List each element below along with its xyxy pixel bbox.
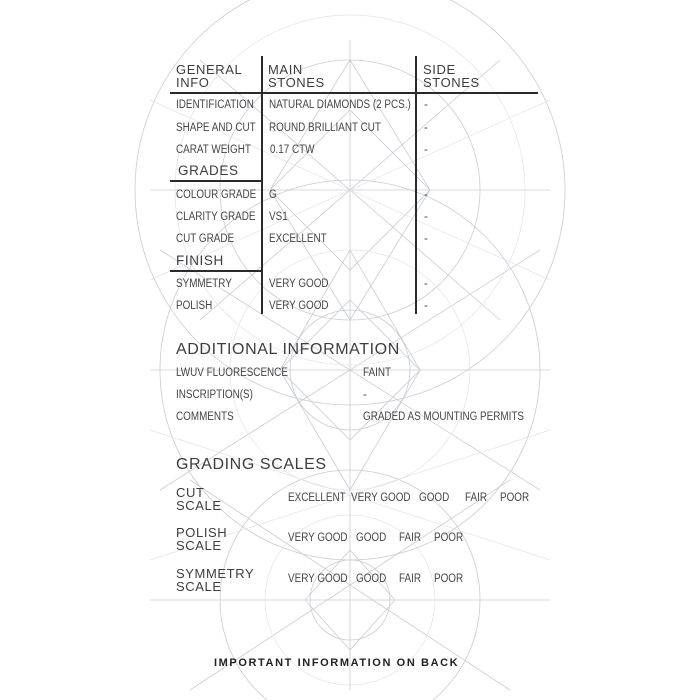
row-label-polish: POLISH [176, 300, 213, 312]
row-main-polish: VERY GOOD [269, 300, 329, 312]
finish-heading: FINISH [176, 253, 224, 268]
grades-heading: GRADES [178, 163, 239, 178]
row-side-polish: - [424, 300, 428, 312]
row-side-cut-grade: - [424, 233, 428, 245]
cut-scale-very-good: VERY GOOD [351, 492, 411, 504]
cut-scale-fair: FAIR [465, 492, 487, 504]
cut-scale-label: CUT SCALE [176, 485, 222, 513]
important-information-footer: IMPORTANT INFORMATION ON BACK [214, 657, 460, 669]
row-label-lwuv-fluorescence: LWUV FLUORESCENCE [176, 367, 288, 379]
row-side-carat-weight: - [424, 144, 428, 156]
grading-scales-heading: GRADING SCALES [176, 456, 327, 473]
row-label-shape-and-cut: SHAPE AND CUT [176, 122, 256, 134]
row-main-shape-and-cut: ROUND BRILLIANT CUT [269, 122, 381, 134]
symmetry-scale-good: GOOD [356, 573, 387, 585]
row-label-carat-weight: CARAT WEIGHT [176, 144, 251, 156]
row-value-comments: GRADED AS MOUNTING PERMITS [363, 411, 525, 423]
row-label-clarity-grade: CLARITY GRADE [176, 211, 256, 223]
row-main-cut-grade: EXCELLENT [269, 233, 327, 245]
row-value-inscriptions: - [363, 389, 367, 401]
column-divider-main [261, 56, 263, 314]
row-main-clarity-grade: VS1 [269, 211, 288, 223]
row-label-inscriptions: INSCRIPTION(S) [176, 389, 253, 401]
row-label-symmetry: SYMMETRY [176, 278, 232, 290]
header-general-info: GENERAL INFO [176, 62, 243, 90]
polish-scale-poor: POOR [434, 532, 464, 544]
polish-scale-very-good: VERY GOOD [288, 532, 348, 544]
cut-scale-excellent: EXCELLENT [288, 492, 346, 504]
symmetry-scale-very-good: VERY GOOD [288, 573, 348, 585]
row-side-symmetry: - [424, 278, 428, 290]
header-underline [170, 92, 538, 94]
symmetry-scale-fair: FAIR [399, 573, 421, 585]
row-value-lwuv-fluorescence: FAINT [363, 367, 392, 379]
row-label-identification: IDENTIFICATION [176, 99, 254, 111]
row-side-shape-and-cut: - [424, 122, 428, 134]
finish-underline [170, 270, 262, 272]
cut-scale-good: GOOD [419, 492, 450, 504]
row-main-symmetry: VERY GOOD [269, 278, 329, 290]
row-label-comments: COMMENTS [176, 411, 234, 423]
additional-information-heading: ADDITIONAL INFORMATION [176, 341, 400, 358]
polish-scale-good: GOOD [356, 532, 387, 544]
row-side-identification: - [424, 99, 428, 111]
row-main-carat-weight: 0.17 CTW [270, 144, 315, 156]
grades-underline [170, 180, 262, 182]
header-side-stones: SIDE STONES [423, 62, 480, 90]
polish-scale-label: POLISH SCALE [176, 525, 228, 553]
cut-scale-poor: POOR [500, 492, 530, 504]
header-main-stones: MAIN STONES [268, 62, 325, 90]
row-side-colour-grade: - [424, 189, 428, 201]
row-main-identification: NATURAL DIAMONDS (2 PCS.) [269, 99, 411, 111]
symmetry-scale-label: SYMMETRY SCALE [176, 566, 255, 594]
polish-scale-fair: FAIR [399, 532, 421, 544]
row-main-colour-grade: G [269, 189, 277, 201]
row-label-colour-grade: COLOUR GRADE [176, 189, 257, 201]
column-divider-side [415, 56, 417, 314]
symmetry-scale-poor: POOR [434, 573, 464, 585]
row-label-cut-grade: CUT GRADE [176, 233, 235, 245]
row-side-clarity-grade: - [424, 211, 428, 223]
